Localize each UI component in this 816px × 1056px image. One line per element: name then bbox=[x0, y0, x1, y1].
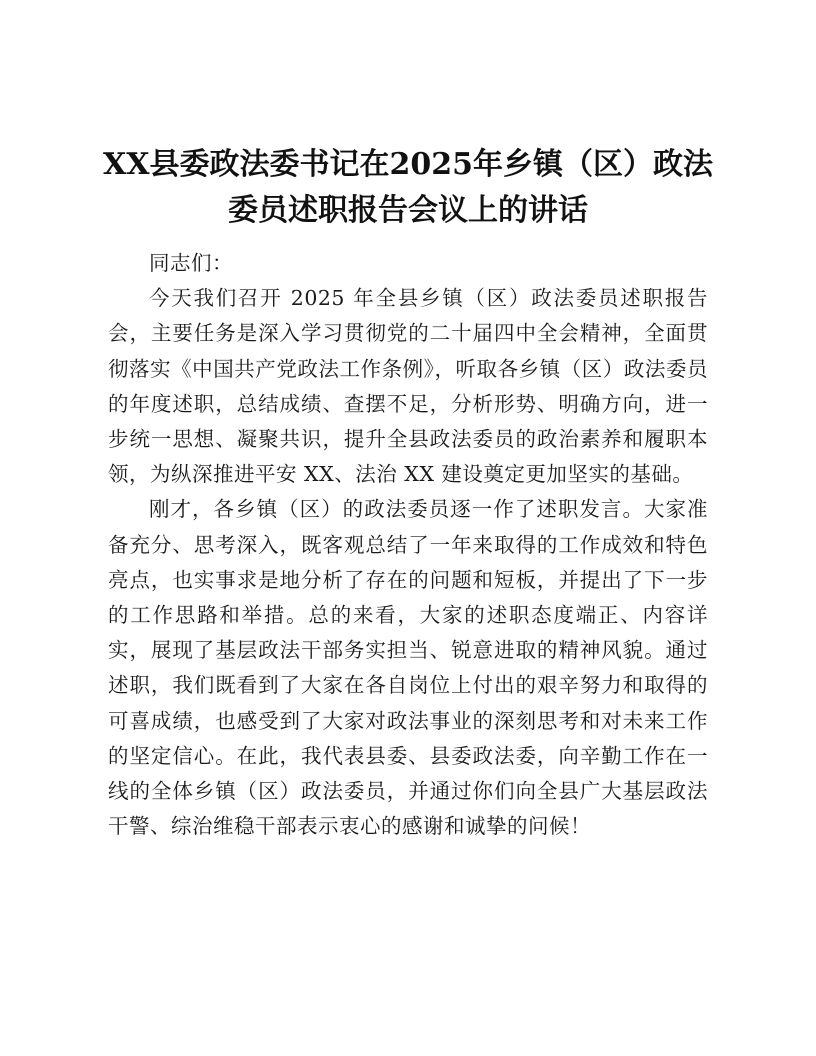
title-line-1: XX县委政法委书记在2025年乡镇（区）政法 bbox=[102, 147, 714, 182]
paragraph-review: 刚才，各乡镇（区）的政法委员逐一作了述职发言。大家准备充分、思考深入，既客观总结了一年来取得的工作成效和特色亮点，也实事求是地分析了存在的问题和短板，并提出了下一步的工作思路和举措。总的来看，大家的述职态度端正、内容详实，展现了基层政法干部务实担当、锐意进取的精神风貌。通过述职，我们既看到了大家在各自岗位上付出的艰辛努力和取得的可喜成绩，也感受到了大家对政法事业的深刻思考和对未来工作的坚定信心。在此，我代表县委、县委政法委，向辛勤工作在一线的全体乡镇（区）政法委员，并通过你们向全县广大基层政法干警、综治维稳干部表示衷心的感谢和诚挚的问候！ bbox=[108, 497, 708, 839]
title-line-2: 委员述职报告会议上的讲话 bbox=[228, 193, 588, 228]
greeting: 同志们： bbox=[149, 251, 233, 275]
paragraph-opening: 今天我们召开 2025 年全县乡镇（区）政法委员述职报告会，主要任务是深入学习贯彻党的二十届四中全会精神，全面贯彻落实《中国共产党政法工作条例》，听取各乡镇（区）政法委员的年度述职，总结成绩、查摆不足，分析形势、明确方向，进一步统一思想、凝聚共识，提升全县政法委员的政治素养和履职本领，为纵深推进平安 XX、法治 XX 建设奠定更加坚实的基础。 bbox=[108, 286, 708, 487]
document-body bbox=[108, 246, 708, 844]
document-title bbox=[100, 142, 716, 234]
